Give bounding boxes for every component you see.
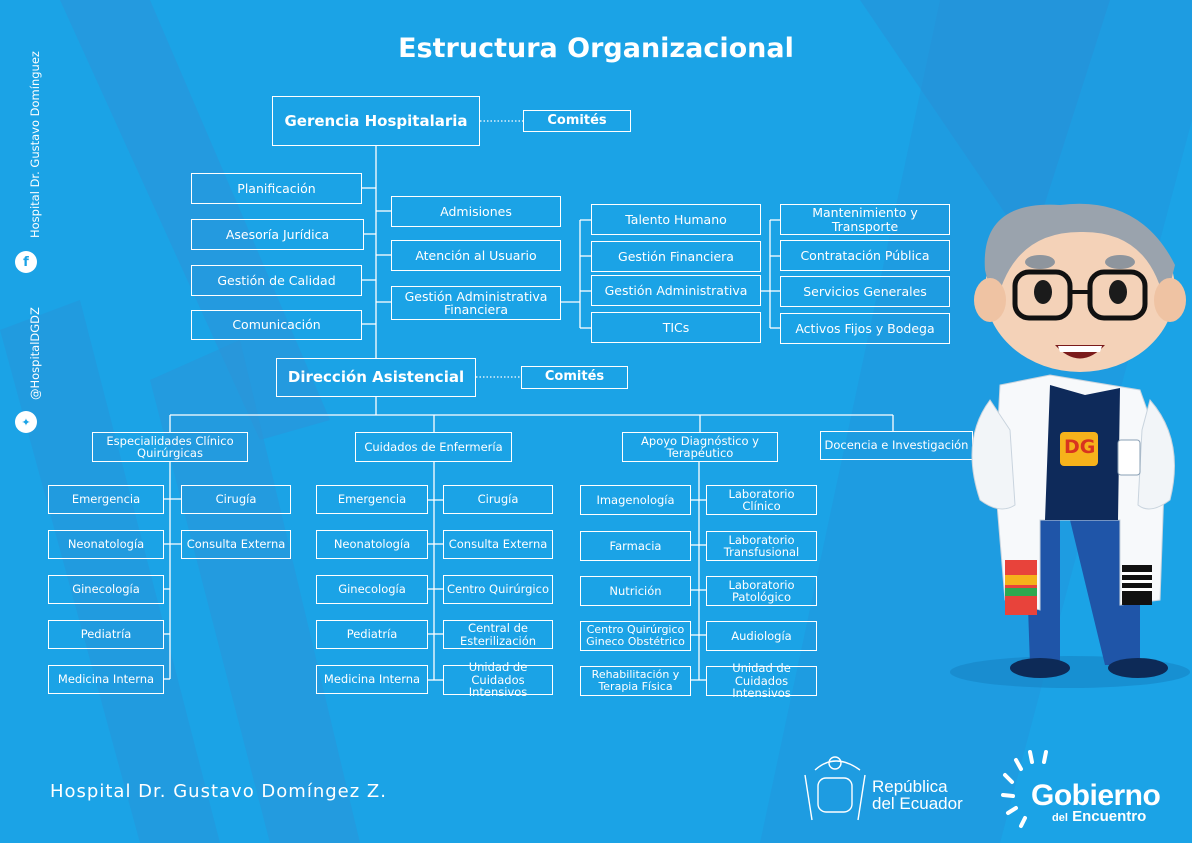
apo-laboratorio-transfusional: Laboratorio Transfusional: [706, 531, 817, 561]
footer-hospital-name: Hospital Dr. Gustavo Domíngez Z.: [50, 781, 387, 802]
esp-medicina-interna: Medicina Interna: [48, 665, 164, 694]
apo-centro-quirurgico-gineco: Centro Quirúrgico Gineco Obstétrico: [580, 621, 691, 651]
node-comites-direccion: Comités: [521, 366, 628, 389]
node-planificacion: Planificación: [191, 173, 362, 204]
node-gestion-financiera: Gestión Financiera: [591, 241, 761, 272]
twitter-bird-icon[interactable]: ✦: [15, 411, 37, 433]
esp-emergencia: Emergencia: [48, 485, 164, 514]
republica-line1: República: [872, 777, 948, 796]
node-gestion-adm-financiera: Gestión Administrativa Financiera: [391, 286, 561, 320]
esp-neonatologia: Neonatología: [48, 530, 164, 559]
page-title: Estructura Organizacional: [398, 33, 794, 64]
esp-pediatria: Pediatría: [48, 620, 164, 649]
enf-cirugia: Cirugía: [443, 485, 553, 514]
node-especialidades: Especialidades Clínico Quirúrgicas: [92, 432, 248, 462]
enf-neonatologia: Neonatología: [316, 530, 428, 559]
enf-ginecologia: Ginecología: [316, 575, 428, 604]
facebook-icon[interactable]: f: [15, 251, 37, 273]
gobierno-logo-main: Gobierno: [1031, 779, 1161, 812]
gobierno-logo-encuentro: Encuentro: [1072, 808, 1147, 825]
enf-medicina-interna: Medicina Interna: [316, 665, 428, 694]
apo-nutricion: Nutrición: [580, 576, 691, 606]
apo-uci: Unidad de Cuidados Intensivos: [706, 666, 817, 696]
node-activos-fijos: Activos Fijos y Bodega: [780, 313, 950, 344]
enf-centro-quirurgico: Centro Quirúrgico: [443, 575, 553, 604]
esp-cirugia: Cirugía: [181, 485, 291, 514]
node-apoyo-diagnostico: Apoyo Diagnóstico y Terapéutico: [622, 432, 778, 462]
node-direccion-asistencial: Dirección Asistencial: [276, 358, 476, 397]
gobierno-logo-del: del: [1052, 812, 1068, 824]
node-enfermeria: Cuidados de Enfermería: [355, 432, 512, 462]
apo-imagenologia: Imagenología: [580, 485, 691, 515]
apo-laboratorio-patologico: Laboratorio Patológico: [706, 576, 817, 606]
node-docencia: Docencia e Investigación: [820, 431, 973, 460]
node-comunicacion: Comunicación: [191, 310, 362, 340]
apo-rehabilitacion: Rehabilitación y Terapia Física: [580, 666, 691, 696]
enf-emergencia: Emergencia: [316, 485, 428, 514]
social-handle: @HospitalDGDZ: [28, 307, 42, 400]
republica-line2: del Ecuador: [872, 794, 963, 814]
enf-uci: Unidad de Cuidados Intensivos: [443, 665, 553, 695]
node-mantenimiento: Mantenimiento y Transporte: [780, 204, 950, 235]
esp-consulta-externa: Consulta Externa: [181, 530, 291, 559]
node-admisiones: Admisiones: [391, 196, 561, 227]
node-gestion-calidad: Gestión de Calidad: [191, 265, 362, 296]
node-gestion-administrativa: Gestión Administrativa: [591, 275, 761, 306]
node-servicios-generales: Servicios Generales: [780, 276, 950, 307]
node-talento-humano: Talento Humano: [591, 204, 761, 235]
node-comites-top: Comités: [523, 110, 631, 132]
node-contratacion-publica: Contratación Pública: [780, 240, 950, 271]
node-atencion-usuario: Atención al Usuario: [391, 240, 561, 271]
esp-ginecologia: Ginecología: [48, 575, 164, 604]
node-gerencia: Gerencia Hospitalaria: [272, 96, 480, 146]
node-asesoria-juridica: Asesoría Jurídica: [191, 219, 364, 250]
shirt-logo: DG: [1064, 436, 1096, 458]
gobierno-logo-sub: [1052, 808, 1146, 825]
node-tics: TICs: [591, 312, 761, 343]
hospital-vertical-text: Hospital Dr. Gustavo Domínguez: [28, 51, 42, 238]
apo-farmacia: Farmacia: [580, 531, 691, 561]
apo-audiologia: Audiología: [706, 621, 817, 651]
enf-pediatria: Pediatría: [316, 620, 428, 649]
apo-laboratorio-clinico: Laboratorio Clínico: [706, 485, 817, 515]
enf-central-esterilizacion: Central de Esterilización: [443, 620, 553, 649]
enf-consulta-externa: Consulta Externa: [443, 530, 553, 559]
